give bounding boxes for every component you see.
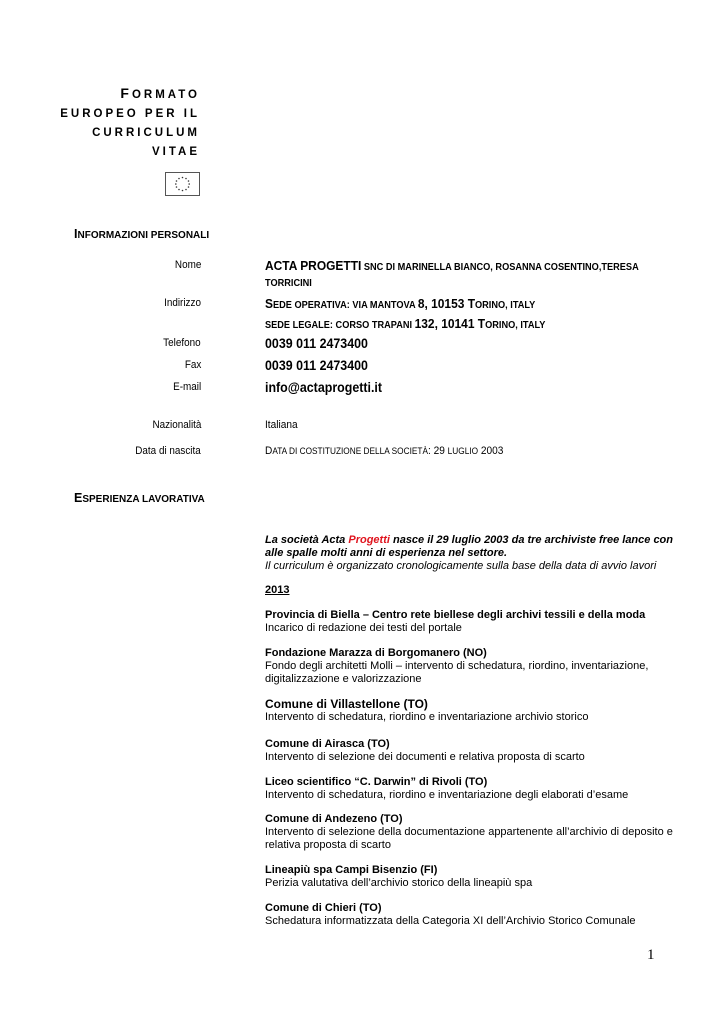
intro-paragraph: La società Acta Progetti nasce il 29 luglio 2003 da tre archiviste free lance con alle spalle molti anni di esperienza nel settore. <box>265 534 673 559</box>
address-operational: SEDE OPERATIVA: VIA MANTOVA 8, 10153 TORINO, ITALY <box>265 296 536 311</box>
email-value[interactable]: info@actaprogetti.it <box>265 380 382 395</box>
experience-intro <box>265 534 675 573</box>
entry-title: Provincia di Biella – Centro rete biellese degli archivi tessili e della moda <box>265 609 646 621</box>
fax-value: 0039 011 2473400 <box>265 358 368 373</box>
list-item <box>265 738 675 764</box>
entry-title: Comune di Andezeno (TO) <box>265 813 403 825</box>
list-item <box>265 647 675 686</box>
entry-title: Comune di Chieri (TO) <box>265 902 382 914</box>
address-label: Indirizzo <box>164 297 201 309</box>
list-item <box>265 813 675 852</box>
eu-flag-icon <box>165 172 200 196</box>
entry-title: Comune di Airasca (TO) <box>265 738 390 750</box>
phone-value: 0039 011 2473400 <box>265 336 368 351</box>
entry-desc: Intervento di schedatura, riordino e inventariazione archivio storico <box>265 711 589 723</box>
list-item <box>265 776 675 802</box>
list-item <box>265 902 675 928</box>
cv-title-line-2: EUROPEO PER IL <box>60 108 200 120</box>
year-heading: 2013 <box>265 584 290 596</box>
cv-title-line-3: CURRICULUM <box>92 127 200 139</box>
entry-title: Liceo scientifico “C. Darwin” di Rivoli (TO) <box>265 776 488 788</box>
entry-desc: Incarico di redazione dei testi del portale <box>265 622 462 634</box>
entry-desc: Fondo degli architetti Molli – intervento di schedatura, riordino, inventariazione, digitalizzazione e valorizzazione <box>265 660 649 685</box>
fax-label: Fax <box>184 359 201 371</box>
entry-desc: Intervento di schedatura, riordino e inventariazione degli elaborati d’esame <box>265 789 629 801</box>
cv-title-line-1: FORMATO <box>120 85 200 101</box>
entry-desc: Schedatura informatizzata della Categoria XI dell’Archivio Storico Comunale <box>265 915 636 927</box>
birthdate-label: Data di nascita <box>135 445 201 457</box>
name-value-line2: TORRICINI <box>265 278 312 289</box>
entry-title: Lineapiù spa Campi Bisenzio (FI) <box>265 864 438 876</box>
address-legal: SEDE LEGALE: CORSO TRAPANI 132, 10141 TORINO, ITALY <box>265 316 546 331</box>
list-item <box>265 609 675 635</box>
name-label: Nome <box>174 259 201 271</box>
list-item <box>265 864 675 890</box>
cv-title-line-4: VITAE <box>151 146 200 158</box>
entry-title: Comune di Villastellone (TO) <box>265 697 428 711</box>
entry-desc: Perizia valutativa dell’archivio storico della lineapiù spa <box>265 877 533 889</box>
page-number: 1 <box>647 947 655 963</box>
list-item <box>265 698 675 724</box>
cv-title <box>60 84 200 162</box>
section-heading-experience: ESPERIENZA LAVORATIVA <box>74 491 205 505</box>
birthdate-value: DATA DI COSTITUZIONE DELLA SOCIETÀ: 29 LUGLIO 2003 <box>265 445 504 457</box>
nationality-value: Italiana <box>265 419 298 431</box>
intro-note: Il curriculum è organizzato cronologicamente sulla base della data di avvio lavori <box>265 560 657 572</box>
entry-desc: Intervento di selezione dei documenti e relativa proposta di scarto <box>265 751 585 763</box>
entry-desc: Intervento di selezione della documentazione appartenente all’archivio di deposito e relativa proposta di scarto <box>265 826 673 851</box>
nationality-label: Nazionalità <box>152 419 201 431</box>
name-value: ACTA PROGETTI SNC DI MARINELLA BIANCO, ROSANNA COSENTINO,TERESA <box>265 258 639 273</box>
entry-title: Fondazione Marazza di Borgomanero (NO) <box>265 647 487 659</box>
email-label: E-mail <box>172 381 201 393</box>
phone-label: Telefono <box>163 337 201 349</box>
section-heading-personal: INFORMAZIONI PERSONALI <box>74 227 210 241</box>
